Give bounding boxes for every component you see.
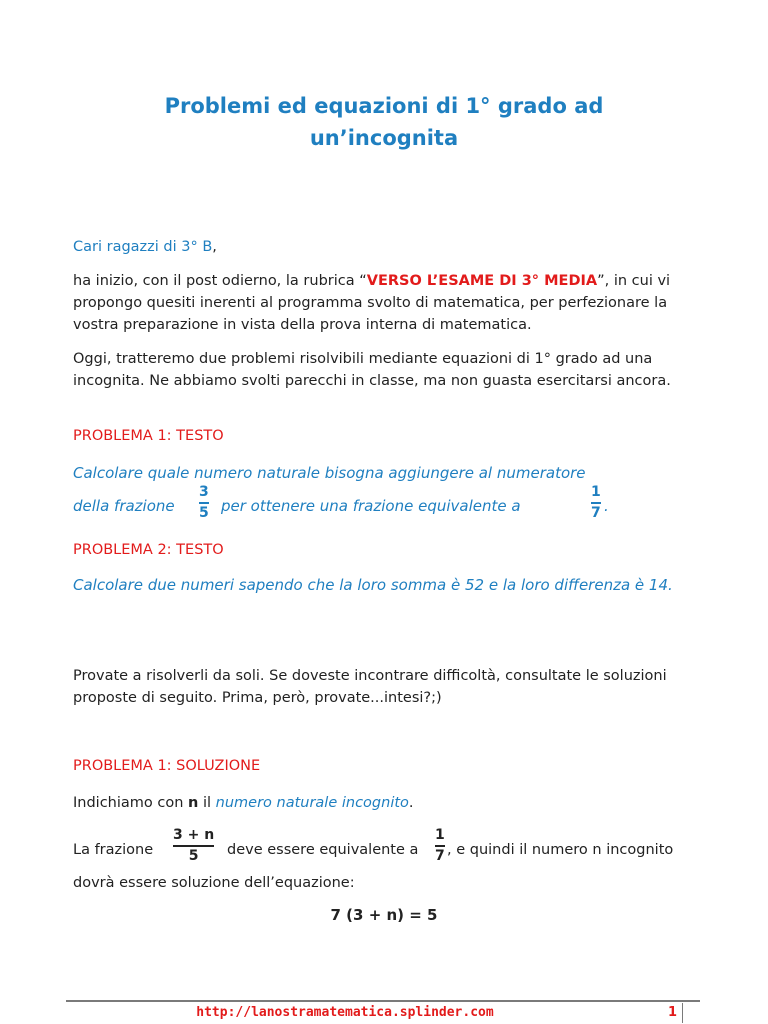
equation: 7 (3 + n) = 5 — [330, 906, 438, 924]
problem1-line-2b: per ottenere una frazione equivalente a — [221, 497, 521, 515]
fraction-numerator: 3 — [199, 484, 209, 500]
problem1-line-2a: della frazione — [73, 497, 175, 515]
fraction-bar — [199, 502, 209, 504]
fraction-denominator: 5 — [188, 847, 199, 864]
problem2-heading: PROBLEMA 2: TESTO — [73, 542, 224, 558]
solution1-line-2b: deve essere equivalente a — [227, 842, 419, 858]
solution1-line-2a: La frazione — [73, 842, 154, 858]
fraction-numerator: 3 + n — [173, 827, 215, 843]
page-number: 1 — [668, 1005, 678, 1020]
rubric-name: VERSO L’ESAME DI 3° MEDIA — [366, 273, 598, 289]
fraction-1-7 — [591, 484, 601, 522]
solution-text: Indichiamo con — [73, 795, 184, 811]
fraction-denominator: 5 — [199, 504, 209, 521]
problem1-heading: PROBLEMA 1: TESTO — [73, 428, 224, 444]
footer-divider — [66, 1000, 700, 1002]
fraction-3-5 — [199, 484, 209, 522]
fraction-bar — [173, 845, 214, 847]
problem1-line-2-end: . — [604, 497, 609, 515]
greeting-text: Cari ragazzi di 3° B — [73, 239, 213, 255]
unknown-description: numero naturale incognito — [215, 795, 409, 811]
intro-p1-before: ha inizio, con il post odierno, la rubrica “ — [73, 273, 367, 289]
greeting — [73, 236, 713, 258]
intro-paragraph-2: Oggi, tratteremo due problemi risolvibili mediante equazioni di 1° grado ad una incognita. Ne abbiamo svolti parecchi in classe, ma non guasta esercitarsi ancora. — [73, 351, 671, 389]
footer-link[interactable]: http://lanostramatematica.splinder.com — [196, 1005, 494, 1020]
intro-paragraph-1 — [73, 270, 713, 336]
fraction-denominator: 7 — [435, 847, 445, 864]
solution-text: . — [408, 795, 414, 811]
greeting-comma: , — [212, 239, 217, 255]
title-line-2: un’incognita — [309, 126, 459, 150]
solution-text: il — [202, 795, 212, 811]
fraction-numerator: 1 — [435, 827, 445, 843]
title-line-1: Problemi ed equazioni di 1° grado ad — [164, 94, 604, 118]
fraction-numerator: 1 — [591, 484, 601, 500]
solution1-line-3: dovrà essere soluzione dell’equazione: — [73, 875, 355, 891]
footer-separator — [682, 1003, 683, 1023]
fraction-1-7-solution — [435, 827, 445, 865]
problem2-text: Calcolare due numeri sapendo che la loro somma è 52 e la loro differenza è 14. — [73, 576, 673, 594]
page-title — [60, 90, 708, 154]
problem1-line-1: Calcolare quale numero naturale bisogna aggiungere al numeratore — [73, 464, 586, 482]
fraction-3n-5 — [173, 827, 214, 865]
solution1-line-1 — [73, 792, 713, 814]
solution1-heading: PROBLEMA 1: SOLUZIONE — [73, 758, 261, 774]
fraction-bar — [591, 502, 601, 504]
solution1-line-2c: , e quindi il numero n incognito — [447, 842, 674, 858]
advice-paragraph: Provate a risolverli da soli. Se doveste incontrare difficoltà, consultate le soluzioni proposte di seguito. Prima, però, provate...intesi?;) — [73, 668, 667, 706]
variable-n: n — [188, 795, 199, 811]
fraction-bar — [435, 845, 445, 847]
fraction-denominator: 7 — [591, 504, 601, 521]
intro-p1-after: ”, in cui vi propongo quesiti inerenti al programma svolto di matematica, per perfezionare la vostra preparazione in vista della prova interna di matematica. — [73, 273, 671, 333]
